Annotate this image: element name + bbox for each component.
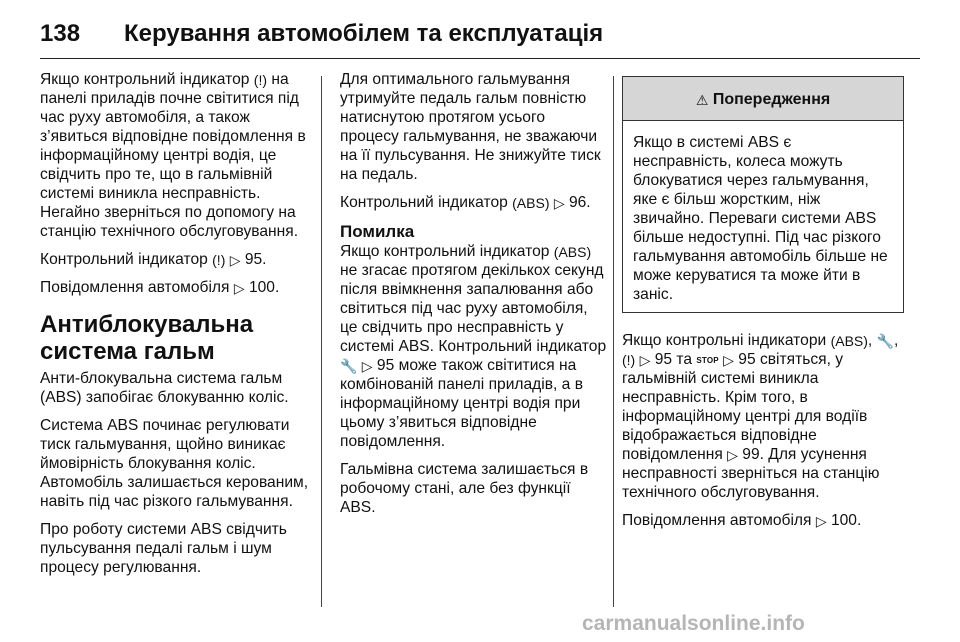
reference-arrow-icon: ▷ <box>727 447 738 463</box>
paragraph: Повідомлення автомобіля ▷ 100. <box>40 279 280 296</box>
header-divider <box>40 58 920 59</box>
paragraph: Якщо контрольні індикатори (ABS), 🔧, (!) ▷ 95 та STOP ▷ 95 світяться, у гальмівній системі виникла несправність. Крім того, в інформаційному центрі для водіїв відображається відповідне повідомлення ▷ 99. Для усунення несправності зверніться на станцію технічного обслуговування. <box>622 332 899 501</box>
wrench-icon: 🔧 <box>876 333 895 349</box>
paragraph: Контрольний індикатор (!) ▷ 95. <box>40 251 267 268</box>
paragraph: Для оптимального гальмування утримуйте педаль гальм повністю натиснутою протягом усього процесу гальмування, не зважаючи на її пульсування. Не знижуйте тиск на педаль. <box>340 71 601 183</box>
wrench-icon: 🔧 <box>340 358 358 374</box>
abs-icon: (ABS) <box>512 195 550 211</box>
reference-arrow-icon: ▷ <box>229 252 241 268</box>
paragraph: Гальмівна система залишається в робочому стані, але без функції ABS. <box>340 461 589 516</box>
reference-arrow-icon: ▷ <box>723 352 734 368</box>
reference-arrow-icon: ▷ <box>361 358 373 374</box>
brake-warning-icon: (!) <box>622 352 636 368</box>
page-reference: 95. <box>244 251 267 268</box>
page-number: 138 <box>40 20 81 47</box>
abs-icon: (ABS) <box>553 244 592 260</box>
warning-header: ⚠ Попередження <box>623 77 903 121</box>
stop-icon: STOP <box>696 356 719 365</box>
warning-box <box>622 76 904 313</box>
brake-warning-icon: (!) <box>253 72 268 88</box>
paragraph: Якщо контрольний індикатор (ABS) не згасає протягом декількох секунд після ввімкнення запалювання або світиться під час руху автомобіля, це свідчить про несправність у системі ABS. Контрольний індикатор 🔧 ▷ 95 може також світитися на комбінованій панелі приладів, а в інформаційному центрі водія при цьому з’явиться відповідне повідомлення. <box>340 243 607 450</box>
section-heading: Антиблокувальна система гальм <box>40 311 254 365</box>
watermark: carmanualsonline.info <box>582 612 805 635</box>
warning-text: Якщо в системі ABS є несправність, колеса можуть блокуватися через гальмування, яке є більш жорстким, ніж звичайно. Переваги системи ABS більше недоступні. Під час різкого гальмування автомобіль більше не може керуватися та може йти в заніс. <box>633 134 888 303</box>
page-reference: 100. <box>248 279 280 296</box>
column-2 <box>340 70 608 526</box>
column-3 <box>622 70 904 539</box>
page-reference: 96. <box>568 194 591 211</box>
column-divider-2 <box>613 76 614 607</box>
paragraph: Повідомлення автомобіля ▷ 100. <box>622 512 862 529</box>
paragraph: Про роботу системи ABS свідчить пульсування педалі гальм і шум процесу регулювання. <box>40 521 287 576</box>
reference-arrow-icon: ▷ <box>233 280 245 296</box>
reference-arrow-icon: ▷ <box>553 195 565 211</box>
page-title: Керування автомобілем та експлуатація <box>124 20 604 47</box>
paragraph: Анти-блокувальна система гальм (ABS) запобігає блокуванню коліс. <box>40 370 289 406</box>
brake-warning-icon: (!) <box>212 252 226 268</box>
page-reference: 100. <box>830 512 862 529</box>
page-header <box>40 14 920 54</box>
reference-arrow-icon: ▷ <box>639 352 651 368</box>
subsection-heading: Помилка <box>340 222 415 241</box>
paragraph: Контрольний індикатор (ABS) ▷ 96. <box>340 194 591 211</box>
abs-icon: (ABS) <box>830 333 868 349</box>
warning-triangle-icon: ⚠ <box>695 92 709 108</box>
reference-arrow-icon: ▷ <box>815 513 827 529</box>
paragraph: Система ABS починає регулювати тиск гальмування, щойно виникає ймовірність блокування коліс. Автомобіль залишається керованим, навіть під час різкого гальмування. <box>40 417 309 510</box>
column-divider-1 <box>321 76 322 607</box>
paragraph: Якщо контрольний індикатор (!) на панелі приладів почне світитися під час руху автомобіля, а також з’явиться відповідне повідомлення в інформаційному центрі водія, це свідчить про те, що в гальмівній системі виникла несправність. Негайно зверніться по допомогу на станцію технічного обслуговування. <box>40 71 306 240</box>
column-1 <box>40 70 310 586</box>
